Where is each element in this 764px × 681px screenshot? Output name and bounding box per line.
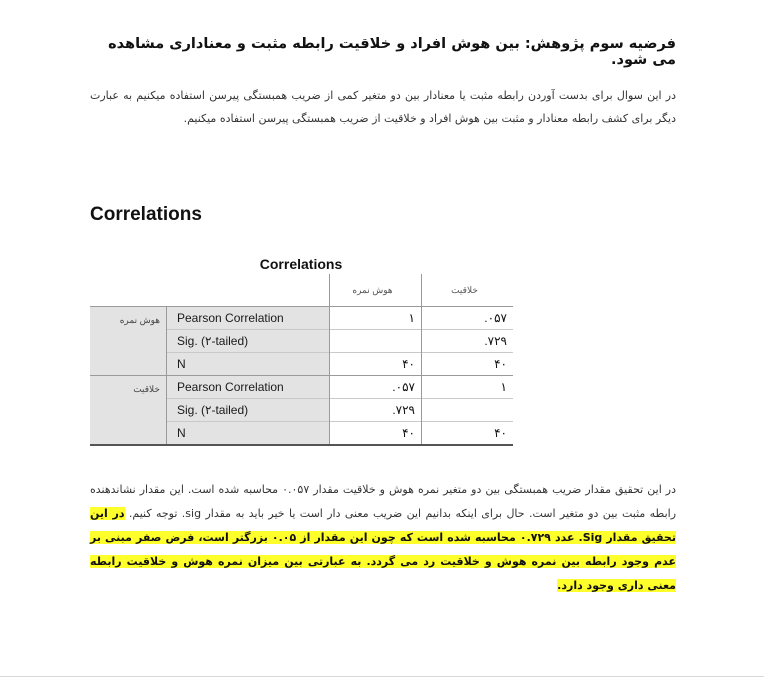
statistic-label: N: [167, 422, 330, 446]
table-cell: ١: [330, 307, 422, 330]
column-header: هوش نمره: [330, 274, 422, 307]
hypothesis-heading: فرضیه سوم پژوهش: بین هوش افراد و خلاقیت رابطه مثبت و معناداری مشاهده می شود.: [108, 36, 676, 68]
section-title: Correlations: [90, 204, 202, 225]
statistic-label: Pearson Correlation: [167, 376, 330, 399]
column-header: خلاقیت: [422, 274, 514, 307]
table-cell: ۴٠: [330, 422, 422, 446]
row-variable-label: هوش نمره: [90, 307, 167, 376]
table-cell: ۴٠: [422, 353, 514, 376]
table-cell: .٧٢٩: [330, 399, 422, 422]
table-caption: Correlations: [259, 256, 343, 272]
table-cell: ۴٠: [330, 353, 422, 376]
statistic-label: Pearson Correlation: [167, 307, 330, 330]
table-cell: ۴٠: [422, 422, 514, 446]
table-cell: .٠۵٧: [422, 307, 514, 330]
conclusion-plain-text: در این تحقیق مقدار ضریب همبستگی بین دو متغیر نمره هوش و خلاقیت مقدار ٠.٠۵٧ محاسبه شده است. این مقدار نشاندهنده رابطه مثبت بین دو متغیر است. حال برای اینکه بدانیم این ضریب معنی دار است یا خیر باید به مقدار sig. توجه کنیم.: [90, 483, 677, 520]
row-variable-label: خلاقیت: [90, 376, 167, 446]
highlighted-conclusion: در این تحقیق مقدار Sig. عدد ٠.٧٢٩ محاسبه شده است که چون این مقدار از ٠.٠۵ بزرگتر است، فرض صفر مبنی بر عدم وجود رابطه بین نمره هوش و خلاقیت رد می گردد. به عبارتی بین میزان نمره هوش و خلاقیت رابطه معنی داری وجود دارد.: [90, 507, 676, 592]
table-cell: ١: [422, 376, 514, 399]
conclusion-paragraph: [90, 478, 676, 598]
table-cell: [422, 399, 514, 422]
page-bottom-divider: [0, 676, 764, 677]
statistic-label: N: [167, 353, 330, 376]
table-cell: .٧٢٩: [422, 330, 514, 353]
table-cell: .٠۵٧: [330, 376, 422, 399]
intro-paragraph: در این سوال برای بدست آوردن رابطه مثبت یا معنادار بین دو متغیر کمی از ضریب همبستگی پیرسن استفاده میکنیم به عبارت دیگر برای کشف رابطه معنادار و مثبت بین هوش افراد و خلاقیت از ضریب همبستگی پیرسن استفاده میکنیم.: [90, 89, 676, 125]
table-cell: [330, 330, 422, 353]
correlations-table: [90, 274, 513, 446]
statistic-label: Sig. (٢-tailed): [167, 330, 330, 353]
statistic-label: Sig. (٢-tailed): [167, 399, 330, 422]
